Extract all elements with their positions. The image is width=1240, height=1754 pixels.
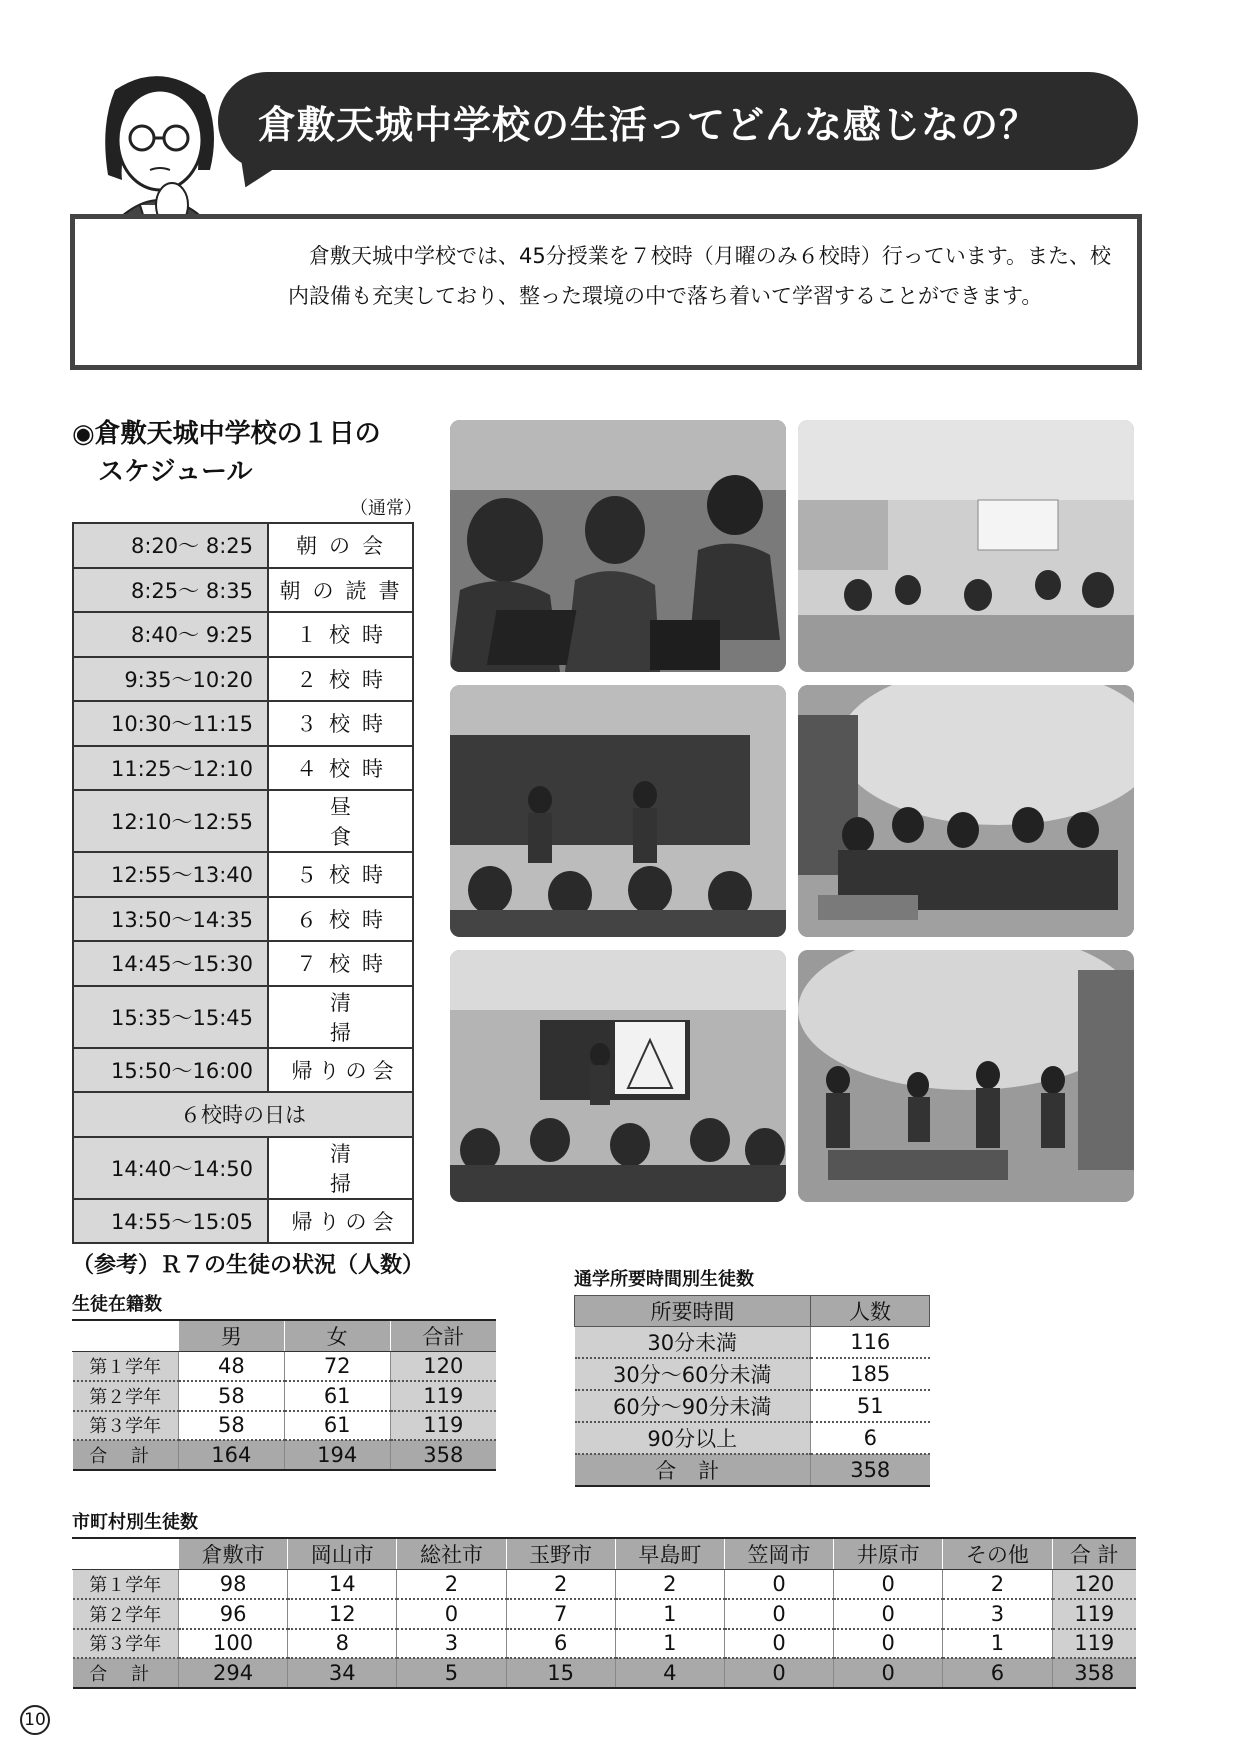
corner-cell: [73, 1538, 179, 1570]
schedule-title-line2: スケジュール: [98, 457, 253, 487]
cell: 358: [390, 1440, 496, 1470]
col-header: 合 計: [1052, 1538, 1136, 1570]
commute-table: [574, 1295, 930, 1487]
cell: 0: [834, 1570, 943, 1600]
table-row: [73, 1352, 497, 1382]
cell: 7: [506, 1599, 615, 1629]
time: 8:20～ 8:25: [73, 523, 268, 568]
cell: 98: [179, 1570, 288, 1600]
enrollment-table: [72, 1319, 496, 1471]
cell: 0: [834, 1629, 943, 1659]
cell: 2: [943, 1570, 1052, 1600]
photo-classroom-projector: [798, 420, 1134, 672]
row-label: 第２学年: [73, 1381, 179, 1411]
time: 11:25～12:10: [73, 746, 268, 791]
time: 14:45～15:30: [73, 941, 268, 986]
schedule-table: [72, 522, 414, 1244]
cell: 61: [284, 1381, 390, 1411]
cell: 2: [615, 1570, 724, 1600]
schedule-row: [73, 701, 413, 746]
time: 13:50～14:35: [73, 897, 268, 942]
time: 14:40～14:50: [73, 1137, 268, 1199]
schedule-row: [73, 897, 413, 942]
col-header: 人数: [811, 1296, 930, 1327]
cell: 0: [724, 1570, 833, 1600]
schedule-row: [73, 852, 413, 897]
cell: 3: [943, 1599, 1052, 1629]
table-row: [73, 1411, 497, 1441]
cell: 58: [178, 1411, 284, 1441]
page-number: 10: [20, 1705, 50, 1735]
col-header: 井原市: [834, 1538, 943, 1570]
schedule-row: [73, 657, 413, 702]
cell: 100: [179, 1629, 288, 1659]
cell: 119: [1052, 1629, 1136, 1659]
row-label: 合計: [73, 1440, 179, 1470]
cell: 1: [615, 1629, 724, 1659]
row-label: 合計: [575, 1454, 811, 1486]
cell: 294: [179, 1658, 288, 1688]
activity: １校時: [268, 612, 413, 657]
cell: 58: [178, 1381, 284, 1411]
time: 14:55～15:05: [73, 1199, 268, 1244]
time: 15:35～15:45: [73, 986, 268, 1048]
activity: ７校時: [268, 941, 413, 986]
row-label: 60分～90分未満: [575, 1390, 811, 1422]
col-header: 合計: [390, 1320, 496, 1352]
municipality-title: 市町村別生徒数: [72, 1512, 198, 1533]
table-row: [575, 1422, 930, 1454]
cell: 2: [397, 1570, 506, 1600]
row-label: 30分～60分未満: [575, 1358, 811, 1390]
cell: 1: [615, 1599, 724, 1629]
cell: 120: [1052, 1570, 1136, 1600]
total-row: [73, 1440, 497, 1470]
cell: 6: [811, 1422, 930, 1454]
col-header: 岡山市: [288, 1538, 397, 1570]
schedule-row: [73, 986, 413, 1048]
schedule-row: [73, 523, 413, 568]
reference-title: （参考）Ｒ７の生徒の状況（人数）: [72, 1253, 425, 1278]
schedule-row: [73, 1137, 413, 1199]
cell: 4: [615, 1658, 724, 1688]
cell: 6: [943, 1658, 1052, 1688]
cell: 358: [811, 1454, 930, 1486]
cell: 0: [724, 1629, 833, 1659]
col-header: 総社市: [397, 1538, 506, 1570]
row-label: 第３学年: [73, 1629, 179, 1659]
col-header: 笠岡市: [724, 1538, 833, 1570]
cell: 8: [288, 1629, 397, 1659]
table-row: [73, 1381, 497, 1411]
time: 15:50～16:00: [73, 1048, 268, 1093]
cell: 358: [1052, 1658, 1136, 1688]
col-header: 早島町: [615, 1538, 724, 1570]
activity: ６校時: [268, 897, 413, 942]
time: 12:55～13:40: [73, 852, 268, 897]
intro-text: 倉敷天城中学校では、45分授業を７校時（月曜のみ６校時）行っています。また、校内設備も充実しており、整った環境の中で落ち着いて学習することができます。: [288, 244, 1112, 308]
table-row: [575, 1327, 930, 1359]
row-label: 第２学年: [73, 1599, 179, 1629]
municipality-table: [72, 1537, 1136, 1689]
cell: 15: [506, 1658, 615, 1688]
cell: 185: [811, 1358, 930, 1390]
cell: 34: [288, 1658, 397, 1688]
schedule-row: [73, 746, 413, 791]
cell: 61: [284, 1411, 390, 1441]
cell: 119: [390, 1381, 496, 1411]
col-header: その他: [943, 1538, 1052, 1570]
time: 9:35～10:20: [73, 657, 268, 702]
photo-students-laptops: [450, 420, 786, 672]
schedule-title: [72, 415, 381, 491]
schedule-row: [73, 1199, 413, 1244]
activity: ２校時: [268, 657, 413, 702]
cell: 14: [288, 1570, 397, 1600]
row-label: 第１学年: [73, 1570, 179, 1600]
cell: 96: [179, 1599, 288, 1629]
activity: 清掃: [268, 986, 413, 1048]
time: 8:40～ 9:25: [73, 612, 268, 657]
activity: ５校時: [268, 852, 413, 897]
activity: 昼食: [268, 790, 413, 852]
photo-teacher-whiteboard: [450, 950, 786, 1202]
total-row: [73, 1658, 1137, 1688]
row-label: 合計: [73, 1658, 179, 1688]
activity: 朝の読書: [268, 568, 413, 613]
cell: 3: [397, 1629, 506, 1659]
cell: 51: [811, 1390, 930, 1422]
cell: 0: [724, 1599, 833, 1629]
cell: 120: [390, 1352, 496, 1382]
activity: 清掃: [268, 1137, 413, 1199]
activity: 帰りの会: [268, 1048, 413, 1093]
row-label: 90分以上: [575, 1422, 811, 1454]
cell: 194: [284, 1440, 390, 1470]
schedule-title-line1: ◉倉敷天城中学校の１日の: [72, 419, 381, 449]
schedule-note: （通常）: [350, 498, 422, 519]
cell: 116: [811, 1327, 930, 1359]
time: 12:10～12:55: [73, 790, 268, 852]
cell: 5: [397, 1658, 506, 1688]
total-row: [575, 1454, 930, 1486]
cell: 72: [284, 1352, 390, 1382]
activity: 朝の会: [268, 523, 413, 568]
time: 10:30～11:15: [73, 701, 268, 746]
table-row: [575, 1390, 930, 1422]
row-label: 第３学年: [73, 1411, 179, 1441]
cell: 2: [506, 1570, 615, 1600]
cell: 119: [1052, 1599, 1136, 1629]
cell: 12: [288, 1599, 397, 1629]
col-header: 所要時間: [575, 1296, 811, 1327]
enrollment-title: 生徒在籍数: [72, 1294, 162, 1315]
schedule-row: [73, 941, 413, 986]
activity: 帰りの会: [268, 1199, 413, 1244]
time: 8:25～ 8:35: [73, 568, 268, 613]
col-header: 男: [178, 1320, 284, 1352]
schedule-row: [73, 1048, 413, 1093]
photo-blackboard-presentation: [450, 685, 786, 937]
schedule-row: [73, 790, 413, 852]
cell: 0: [834, 1658, 943, 1688]
cell: 6: [506, 1629, 615, 1659]
schedule-subheader: [73, 1092, 413, 1137]
col-header: 玉野市: [506, 1538, 615, 1570]
col-header: 倉敷市: [179, 1538, 288, 1570]
table-row: [73, 1570, 1137, 1600]
schedule-row: [73, 612, 413, 657]
col-header: 女: [284, 1320, 390, 1352]
row-label: 第１学年: [73, 1352, 179, 1382]
corner-cell: [73, 1320, 179, 1352]
cell: 119: [390, 1411, 496, 1441]
photo-students-cherry-blossoms: [798, 685, 1134, 937]
cell: 1: [943, 1629, 1052, 1659]
table-row: [73, 1599, 1137, 1629]
photo-students-cleaning: [798, 950, 1134, 1202]
activity: ３校時: [268, 701, 413, 746]
table-row: [73, 1629, 1137, 1659]
table-row: [575, 1358, 930, 1390]
page-title: 倉敷天城中学校の生活ってどんな感じなの？: [218, 72, 1138, 170]
six-period-label: ６校時の日は: [73, 1092, 413, 1137]
activity: ４校時: [268, 746, 413, 791]
schedule-row: [73, 568, 413, 613]
cell: 0: [397, 1599, 506, 1629]
commute-title: 通学所要時間別生徒数: [574, 1269, 754, 1290]
row-label: 30分未満: [575, 1327, 811, 1359]
cell: 48: [178, 1352, 284, 1382]
cell: 0: [724, 1658, 833, 1688]
cell: 0: [834, 1599, 943, 1629]
cell: 164: [178, 1440, 284, 1470]
